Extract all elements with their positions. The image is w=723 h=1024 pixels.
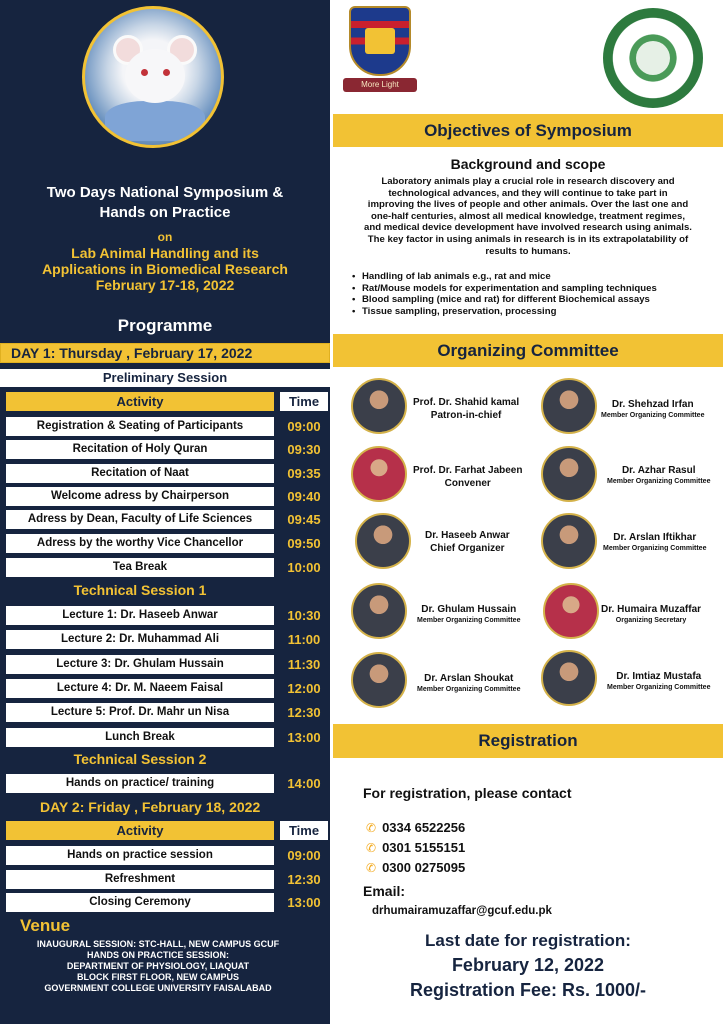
crest-motto: More Light — [343, 78, 417, 92]
avatar — [543, 583, 599, 639]
avatar — [541, 446, 597, 502]
objectives-list — [352, 271, 712, 317]
list-item: • Handling of lab animals e.g., rat and mice — [352, 271, 712, 283]
email-link[interactable]: drhumairamuzaffar@gcuf.edu.pk — [372, 905, 552, 917]
background-scope-heading: Background and scope — [450, 156, 606, 172]
day2-banner: DAY 2: Friday , February 18, 2022 — [0, 798, 330, 818]
last-date: February 12, 2022 — [451, 955, 605, 975]
phone-icon: ✆ — [366, 841, 377, 855]
registration-contact-label: For registration, please contact — [363, 785, 572, 801]
preliminary-session-heading: Preliminary Session — [0, 369, 330, 387]
registration-fee: Registration Fee: Rs. 1000/- — [409, 980, 647, 1000]
last-date-label: Last date for registration: — [425, 931, 631, 950]
registration-banner: Registration — [333, 724, 723, 758]
symposium-title: Two Days National Symposium & Hands on Practice — [46, 184, 284, 221]
email-label: Email: — [363, 883, 406, 899]
committee-member: Dr. Imtiaz Mustafa Member Organizing Committee — [541, 650, 721, 710]
mouse-icon — [125, 49, 185, 103]
committee-member: Dr. Ghulam Hussain Member Organizing Committee — [351, 583, 541, 643]
committee-member: Dr. Haseeb Anwar Chief Organizer — [355, 513, 535, 573]
phone-icon: ✆ — [366, 861, 377, 875]
committee-member: Dr. Azhar Rasul Member Organizing Committee — [541, 446, 721, 506]
lab-mouse-photo — [82, 6, 224, 148]
committee-member: Dr. Arslan Shoukat Member Organizing Committee — [351, 652, 541, 712]
avatar — [351, 583, 407, 639]
university-crest-logo — [343, 6, 417, 94]
venue-details: INAUGURAL SESSION: STC-HALL, NEW CAMPUS GCUF HANDS ON PRACTICE SESSION: DEPARTMENT OF PHYSIOLOGY, LIAQUAT BLOCK FIRST FLOOR, NEW CAMPUS GOVERNMENT COLLEGE UNIVERSITY FAISALABAD — [36, 939, 280, 993]
symposium-subtitle: on Lab Animal Handling and its Applications in Biomedical Research February 17-18, 2022 — [42, 230, 288, 293]
committee-member: Dr. Humaira Muzaffar Organizing Secretary — [543, 583, 723, 643]
phone-number[interactable]: ✆ 0334 6522256 — [366, 820, 466, 835]
list-item: • Tissue sampling, preservation, processing — [352, 306, 712, 318]
technical-session-1-heading: Technical Session 1 — [6, 581, 274, 599]
committee-member: Prof. Dr. Farhat Jabeen Convener — [351, 446, 531, 506]
programme-column: Two Days National Symposium & Hands on Practice on Lab Animal Handling and its Applications in Biomedical Research February 17-18, 2022 Programme DAY 1: Thursday , February 17, 2022 Preliminary Session Activity Time Registration & Seating of Participants 09:00 Recitation of Holy Quran 09:30 Recitation of Naat 09:35 Welcome adress by Chairperson 09:40 Adress by Dean, Faculty of Life Sciences 09:45 Adress by the worthy Vice Chancellor 09:50 Tea Break 10:00 Technical Session 1 Lecture 1: Dr. Haseeb Anwar 10:30 Lecture 2: Dr. Muhammad Ali 11:00 Lecture 3: Dr. Ghulam Hussain 11:30 Lecture 4: Dr. M. Naeem Faisal 12:00 Lecture 5: Prof. Dr. Mahr un Nisa 12:30 Lunch Break 13:00 Technical Session 2 Hands on practice/ training 14:00 DAY 2: Friday , February 18, 2022 Activity Time Hands on practice session 09:00 Refreshment 12:30 Closing Ceremony 13:00 Venue INAUGURAL SESSION: STC-HALL, NEW CAMPUS GCUF HANDS ON PRACTICE SESSION: DEPARTMENT OF PHYSIOLOGY, LIAQUAT BLOCK FIRST FLOOR, NEW CAMPUS GOVERNMENT COLLEGE UNIVERSITY FAISALABAD — [0, 0, 330, 1024]
avatar — [351, 378, 407, 434]
committee-member: Dr. Arslan Iftikhar Member Organizing Committee — [541, 513, 721, 573]
time-header: Time — [280, 392, 328, 411]
committee-banner: Organizing Committee — [333, 334, 723, 367]
seal-emblem-icon — [636, 41, 670, 75]
avatar — [355, 513, 411, 569]
physiology-department-seal-logo — [603, 8, 703, 108]
gloved-hand — [105, 101, 205, 141]
avatar — [351, 446, 407, 502]
list-item: • Rat/Mouse models for experimentation and sampling techniques — [352, 283, 712, 295]
avatar — [541, 650, 597, 706]
book-icon — [365, 28, 395, 54]
objectives-banner: Objectives of Symposium — [333, 114, 723, 147]
phone-icon: ✆ — [366, 821, 377, 835]
list-item: • Blood sampling (mice and rat) for different Biochemical assays — [352, 294, 712, 306]
programme-heading: Programme — [117, 316, 213, 335]
avatar — [541, 513, 597, 569]
activity-header: Activity — [6, 392, 274, 411]
technical-session-2-heading: Technical Session 2 — [6, 750, 274, 768]
avatar — [541, 378, 597, 434]
committee-member: Prof. Dr. Shahid kamal Patron-in-chief — [351, 378, 531, 438]
venue-heading: Venue — [20, 916, 71, 935]
committee-member: Dr. Shehzad Irfan Member Organizing Committee — [541, 378, 721, 438]
background-paragraph: Laboratory animals play a crucial role in research discovery and technological advances, and they will continue to take part in improving the lives of people and other animals. Over the last one and one-half centuries, almost all medical knowledge, treatment regimes, and medical device development have involved research using animals. The key factor in using animals in research is in its extrapolatability of results to humans. — [364, 176, 692, 257]
phone-number[interactable]: ✆ 0300 0275095 — [366, 860, 466, 875]
phone-number[interactable]: ✆ 0301 5155151 — [366, 840, 466, 855]
avatar — [351, 652, 407, 708]
day1-banner: DAY 1: Thursday , February 17, 2022 — [0, 343, 330, 363]
